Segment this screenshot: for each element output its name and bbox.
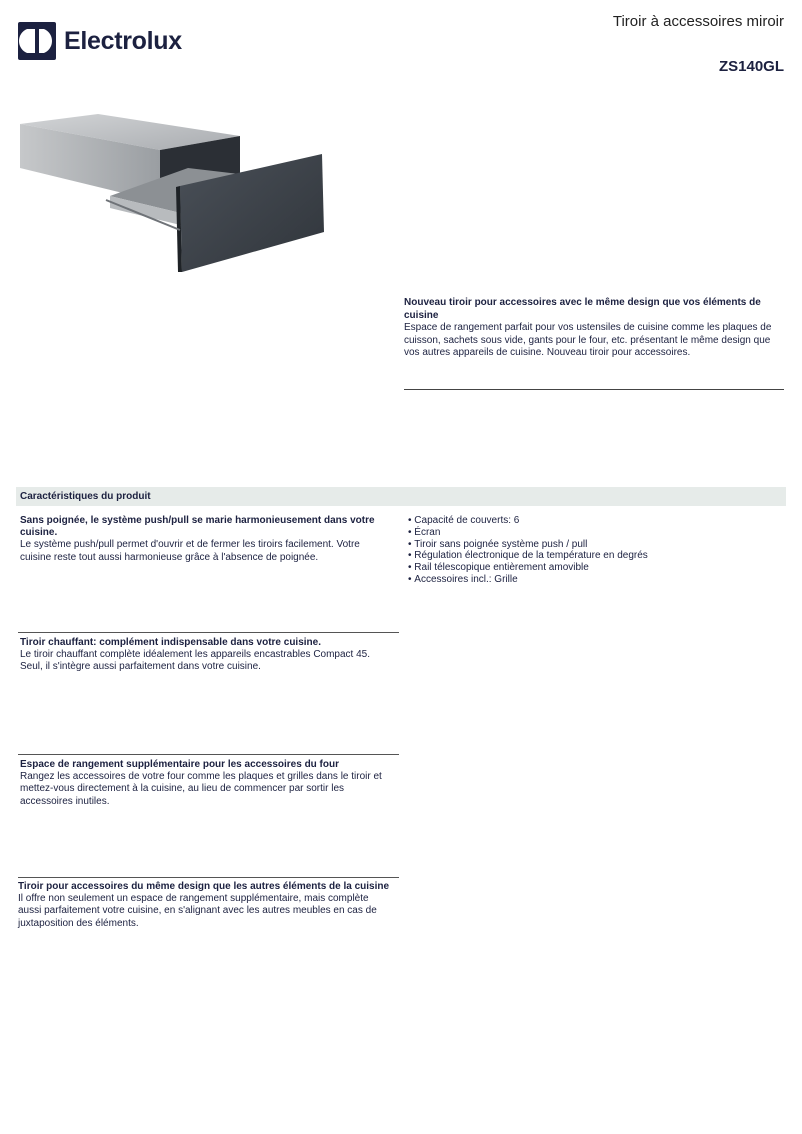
intro-body: Espace de rangement parfait pour vos ustensiles de cuisine comme les plaques de cuisson, sachets sous vide, gants pour le four, etc. présentant le même design que vos autres appareils de cuisine. Nouveau tiroir pour accessoires. <box>404 322 772 358</box>
feature-block <box>20 515 392 564</box>
model-code: ZS140GL <box>718 58 784 75</box>
feature-body: Il offre non seulement un espace de rangement supplémentaire, mais complète aussi parfaitement votre cuisine, en s'alignant avec les autres meubles en cas de juxtaposition des éléments. <box>18 893 377 929</box>
intro-divider <box>404 389 784 390</box>
electrolux-logo-icon <box>18 22 56 60</box>
feature-divider <box>18 632 399 633</box>
feature-heading: Tiroir pour accessoires du même design que les autres éléments de la cuisine <box>18 881 390 892</box>
feature-divider <box>18 877 399 878</box>
spec-item: • Régulation électronique de la température en degrés <box>408 550 648 562</box>
brand-name: Electrolux <box>64 26 182 55</box>
intro-heading: Nouveau tiroir pour accessoires avec le même design que vos éléments de cuisine <box>404 297 761 321</box>
document-title: Tiroir à accessoires miroir <box>612 13 784 30</box>
feature-heading: Tiroir chauffant: complément indispensable dans votre cuisine. <box>20 637 321 648</box>
spec-item: • Écran <box>408 527 648 539</box>
feature-heading: Espace de rangement supplémentaire pour les accessoires du four <box>20 759 339 770</box>
spec-item: • Capacité de couverts: 6 <box>408 515 648 527</box>
spec-item: • Tiroir sans poignée système push / pull <box>408 539 648 551</box>
feature-block <box>20 637 392 674</box>
feature-divider <box>18 754 399 755</box>
feature-body: Rangez les accessoires de votre four comme les plaques et grilles dans le tiroir et mettez-vous directement à la cuisine, au lieu de commencer par sortir les accessoires inutiles. <box>20 771 382 807</box>
brand-logo <box>18 22 182 60</box>
specs-list <box>408 515 648 586</box>
feature-body: Le système push/pull permet d'ouvrir et de fermer les tiroirs facilement. Votre cuisine reste tout aussi harmonieuse grâce à l'absence de poignée. <box>20 539 360 563</box>
intro-block <box>404 297 780 360</box>
spec-item: • Accessoires incl.: Grille <box>408 574 648 586</box>
feature-block <box>18 881 390 930</box>
product-image <box>18 84 338 279</box>
spec-item: • Rail télescopique entièrement amovible <box>408 562 648 574</box>
feature-heading: Sans poignée, le système push/pull se marie harmonieusement dans votre cuisine. <box>20 515 375 539</box>
feature-block <box>20 759 392 808</box>
section-title: Caractéristiques du produit <box>20 491 151 502</box>
feature-body: Le tiroir chauffant complète idéalement les appareils encastrables Compact 45. Seul, il s'intègre aussi parfaitement dans votre cuisine. <box>20 649 371 673</box>
